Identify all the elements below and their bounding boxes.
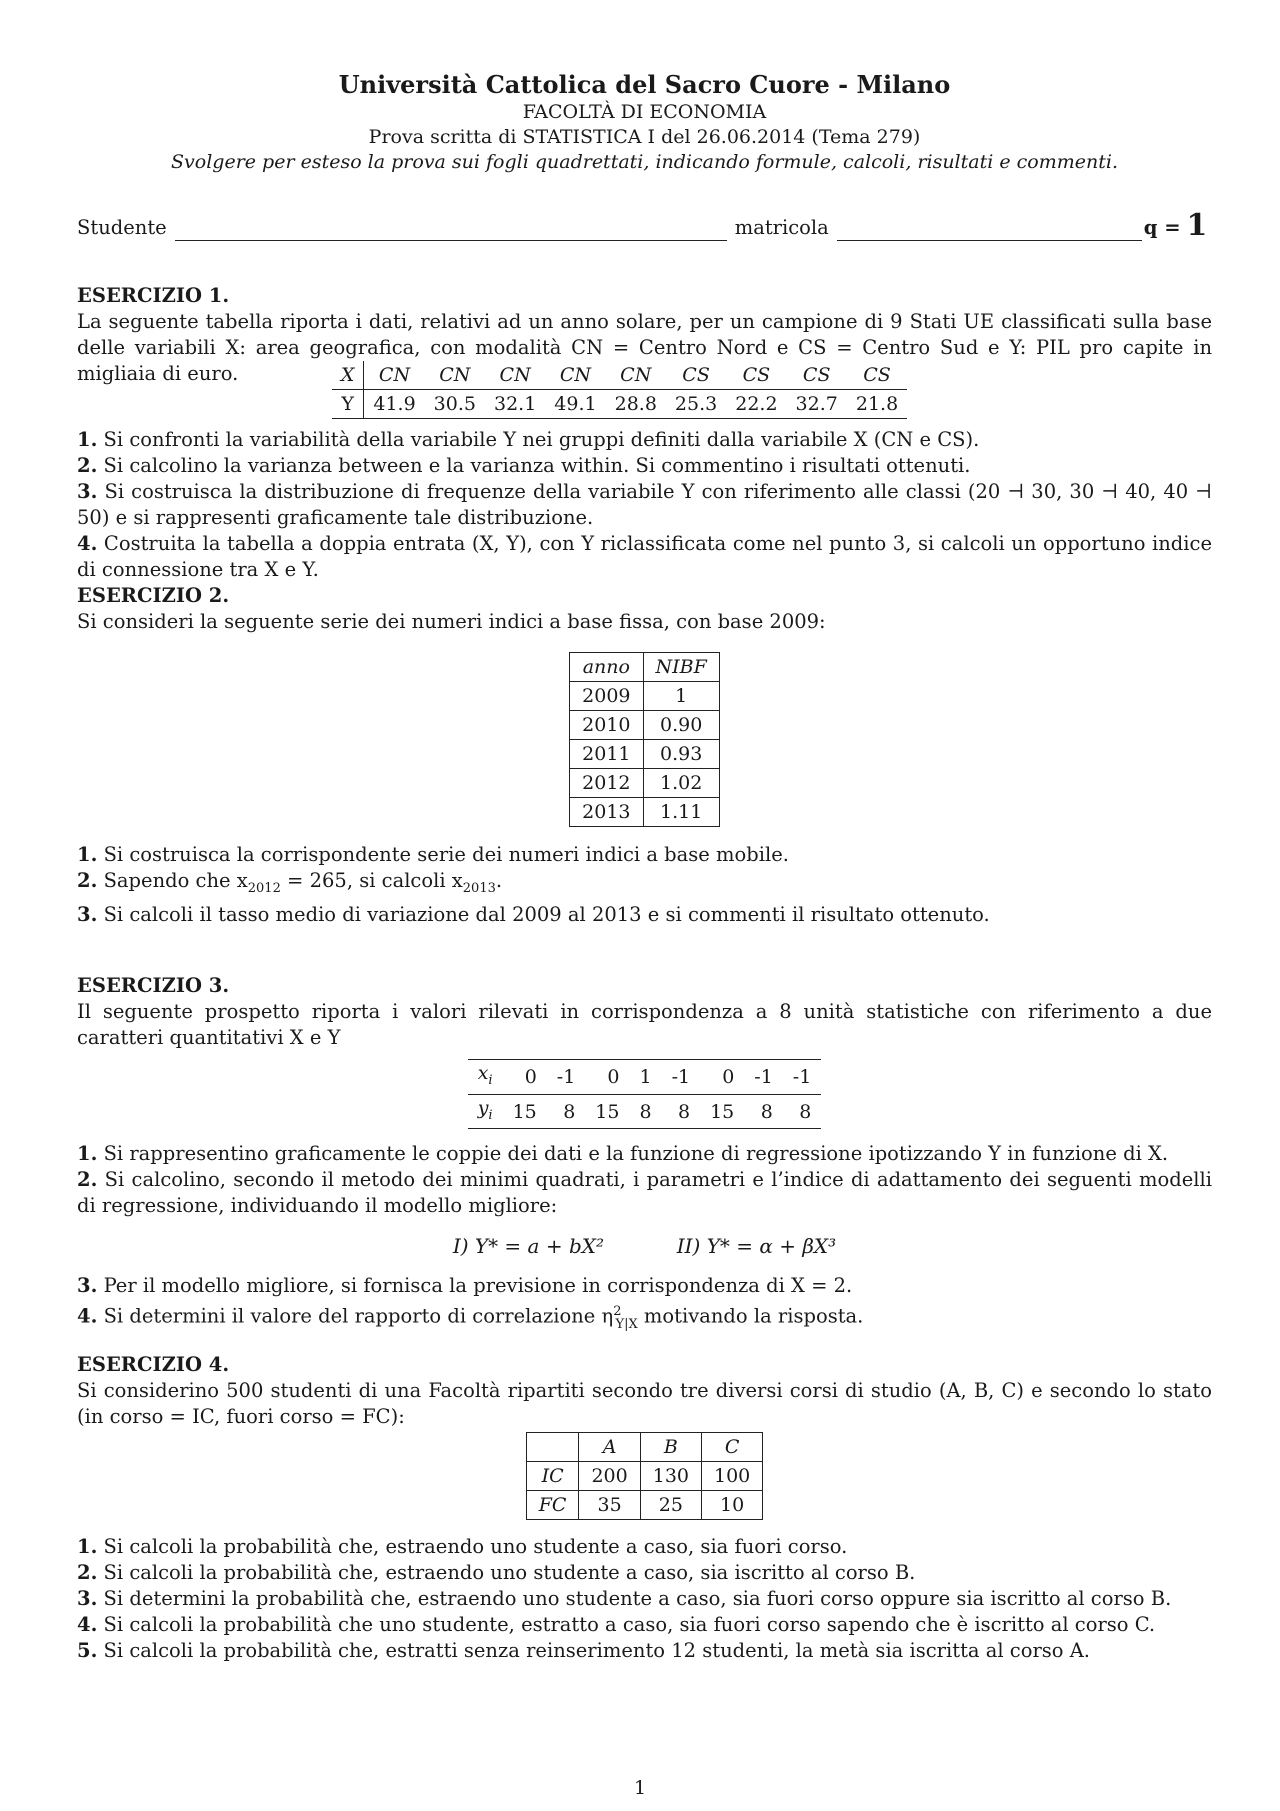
ex3-model-1: I) Y* = a + bX² bbox=[452, 1234, 605, 1259]
ex2-nibf-cell: 0.93 bbox=[643, 740, 719, 769]
ex3-question-1: 1. Si rappresentino graficamente le coppie dei dati e la funzione di regressione ipotizzando Y in funzione di X. bbox=[77, 1142, 1169, 1166]
ex4-corner-cell bbox=[526, 1432, 579, 1461]
ex4-value-cell: 25 bbox=[640, 1490, 701, 1519]
ex1-row-x-label: X bbox=[332, 361, 364, 390]
exercise-4-title: ESERCIZIO 4. bbox=[77, 1352, 230, 1376]
ex1-question: 3. Si costruisca la distribuzione di frequenze della variabile Y con riferimento alle classi (20 ⊣ 30, 30 ⊣ 40, 40 ⊣ 50) e si rappresenti graficamente tale distribuzione. bbox=[77, 480, 1212, 529]
ex3-y-cell: 8 bbox=[639, 1100, 652, 1123]
ex4-question: 4. Si calcoli la probabilità che uno studente, estratto a caso, sia fuori corso sapendo che è iscritto al corso C. bbox=[77, 1612, 1156, 1636]
university-title: Università Cattolica del Sacro Cuore - Milano bbox=[338, 70, 951, 99]
ex2-table-row bbox=[570, 682, 720, 711]
ex3-x-cell: -1 bbox=[662, 1059, 701, 1094]
ex4-value-cell: 100 bbox=[702, 1461, 763, 1490]
ex4-row-header: IC bbox=[526, 1461, 579, 1490]
ex2-anno-cell: 2009 bbox=[570, 682, 643, 711]
ex3-x-cell: 0 bbox=[503, 1059, 547, 1094]
q-label: q = bbox=[1143, 216, 1181, 239]
ex3-y-cell: 15 bbox=[512, 1100, 537, 1123]
ex4-question: 3. Si determini la probabilità che, estraendo uno studente a caso, sia fuori corso oppure sia iscritto al corso B. bbox=[77, 1586, 1172, 1610]
ex2-table-row bbox=[570, 798, 720, 827]
ex2-index-table bbox=[569, 652, 720, 827]
exercise-3-intro: Il seguente prospetto riporta i valori rilevati in corrispondenza a 8 unità statistiche con riferimento a due caratteri quantitativi X e Y bbox=[77, 999, 1212, 1049]
exam-page bbox=[77, 70, 1212, 1664]
ex2-table-row bbox=[570, 711, 720, 740]
ex2-anno-cell: 2013 bbox=[570, 798, 643, 827]
ex1-y-cell: 25.3 bbox=[674, 393, 718, 415]
ex4-col-header: C bbox=[702, 1432, 763, 1461]
ex4-question: 1. Si calcoli la probabilità che, estraendo uno studente a caso, sia fuori corso. bbox=[77, 1534, 848, 1558]
ex1-question: 2. Si calcolino la varianza between e la varianza within. Si commentino i risultati ottenuti. bbox=[77, 454, 971, 477]
ex2-nibf-cell: 1.11 bbox=[643, 798, 719, 827]
exercise-3 bbox=[77, 973, 1212, 1338]
ex1-x-cell: CN bbox=[485, 361, 545, 390]
ex1-x-cell: CS bbox=[726, 361, 786, 390]
ex1-x-cell: CN bbox=[606, 361, 666, 390]
ex4-questions bbox=[77, 1534, 1212, 1664]
q-value: 1 bbox=[1186, 208, 1208, 243]
exercise-2 bbox=[77, 583, 1212, 928]
ex1-row-y-label: Y bbox=[332, 390, 364, 419]
ex4-contingency-table bbox=[526, 1432, 764, 1520]
ex4-row-header: FC bbox=[526, 1490, 579, 1519]
ex1-x-cell: CS bbox=[666, 361, 726, 390]
ex1-y-cell: 28.8 bbox=[614, 393, 657, 415]
ex4-table-row bbox=[526, 1461, 763, 1490]
ex1-x-cell: CN bbox=[545, 361, 605, 390]
ex4-col-header: A bbox=[579, 1432, 640, 1461]
exercise-1-intro: La seguente tabella riporta i dati, relativi ad un anno solare, per un campione di 9 Stati UE classificati sulla base delle variabili X: area geografica, con modalità CN = Centro Nord e CS = Centro Sud e Y: PIL pro capite in migliaia di euro. bbox=[77, 310, 1212, 385]
ex3-x-label: $x_i$ bbox=[468, 1059, 503, 1094]
ex3-x-cell: -1 bbox=[783, 1059, 822, 1094]
ex3-y-cell: 8 bbox=[678, 1100, 691, 1123]
ex2-question-1: 1. Si costruisca la corrispondente serie dei numeri indici a base mobile. bbox=[77, 843, 789, 866]
matricola-field[interactable] bbox=[837, 222, 1142, 241]
ex3-question-3: 3. Per il modello migliore, si fornisca la previsione in corrispondenza di X = 2. bbox=[77, 1274, 853, 1298]
ex1-x-cell: CS bbox=[847, 361, 907, 390]
ex2-table-row bbox=[570, 740, 720, 769]
ex3-y-cell: 15 bbox=[595, 1100, 620, 1123]
ex1-y-cell: 30.5 bbox=[433, 393, 476, 415]
ex2-nibf-cell: 1 bbox=[643, 682, 719, 711]
ex2-questions bbox=[77, 842, 1212, 928]
ex2-col-anno: anno bbox=[570, 653, 643, 682]
ex1-y-cell: 32.1 bbox=[493, 393, 537, 415]
ex4-value-cell: 35 bbox=[579, 1490, 640, 1519]
ex2-question-2: 2. Sapendo che $x_{2012} = 265$, si calcoli $x_{2013}$. bbox=[77, 869, 503, 896]
ex3-y-cell: 8 bbox=[760, 1100, 773, 1123]
ex3-x-cell: 1 bbox=[629, 1059, 661, 1094]
student-info-line bbox=[77, 208, 1212, 243]
ex3-questions bbox=[77, 1141, 1212, 1219]
ex3-data-table bbox=[468, 1059, 822, 1130]
exercise-2-intro: Si consideri la seguente serie dei numeri indici a base fissa, con base 2009: bbox=[77, 610, 826, 633]
student-name-field[interactable] bbox=[175, 222, 727, 241]
ex4-value-cell: 200 bbox=[579, 1461, 640, 1490]
ex1-data-table bbox=[332, 361, 907, 419]
ex4-value-cell: 130 bbox=[640, 1461, 701, 1490]
ex1-y-cell: 49.1 bbox=[554, 393, 597, 415]
ex3-y-label: $y_i$ bbox=[477, 1096, 493, 1123]
ex3-x-cell: -1 bbox=[547, 1059, 586, 1094]
ex1-y-cell: 32.7 bbox=[795, 393, 838, 415]
student-label: Studente bbox=[77, 216, 167, 239]
ex2-nibf-cell: 0.90 bbox=[643, 711, 719, 740]
ex1-questions bbox=[77, 427, 1212, 583]
ex2-nibf-cell: 1.02 bbox=[643, 769, 719, 798]
ex3-x-cell: -1 bbox=[744, 1059, 783, 1094]
ex2-anno-cell: 2010 bbox=[570, 711, 643, 740]
ex4-question: 2. Si calcoli la probabilità che, estraendo uno studente a caso, sia iscritto al corso B. bbox=[77, 1560, 916, 1584]
page-number: 1 bbox=[633, 1777, 647, 1799]
exercise-2-title: ESERCIZIO 2. bbox=[77, 584, 230, 607]
ex3-y-cell: 8 bbox=[563, 1100, 576, 1123]
ex3-y-cell: 15 bbox=[710, 1100, 735, 1123]
matricola-label: matricola bbox=[734, 216, 829, 239]
ex2-col-nibf: NIBF bbox=[643, 653, 719, 682]
ex4-table-row bbox=[526, 1490, 763, 1519]
ex1-x-cell: CN bbox=[425, 361, 485, 390]
ex4-col-header: B bbox=[640, 1432, 701, 1461]
ex1-y-cell: 21.8 bbox=[855, 393, 899, 415]
exercise-4-intro: Si considerino 500 studenti di una Facoltà ripartiti secondo tre diversi corsi di studio (A, B, C) e secondo lo stato (in corso = IC, fuori corso = FC): bbox=[77, 1378, 1212, 1428]
ex3-question-4: 4. Si determini il valore del rapporto di correlazione $\eta^2_{Y|X}$ motivando la risposta. bbox=[77, 1304, 864, 1332]
ex3-questions-2 bbox=[77, 1273, 1212, 1337]
ex2-anno-cell: 2012 bbox=[570, 769, 643, 798]
ex4-question: 5. Si calcoli la probabilità che, estratti senza reinserimento 12 studenti, la metà sia iscritta al corso A. bbox=[77, 1638, 1090, 1662]
ex1-y-cell: 41.9 bbox=[373, 393, 416, 415]
exercise-4 bbox=[77, 1352, 1212, 1664]
ex4-value-cell: 10 bbox=[702, 1490, 763, 1519]
faculty-name: FACOLTÀ DI ECONOMIA bbox=[522, 101, 767, 123]
ex1-x-cell: CS bbox=[787, 361, 847, 390]
ex2-table-row bbox=[570, 769, 720, 798]
ex1-y-cell: 22.2 bbox=[735, 393, 778, 415]
exercise-1-title: ESERCIZIO 1. bbox=[77, 284, 230, 307]
ex3-question-2: 2. Si calcolino, secondo il metodo dei minimi quadrati, i parametri e l’indice di adattamento dei seguenti modelli di regressione, individuando il modello migliore: bbox=[77, 1168, 1212, 1218]
ex3-y-cell: 8 bbox=[799, 1100, 812, 1123]
ex3-x-cell: 0 bbox=[700, 1059, 744, 1094]
exam-title: Prova scritta di STATISTICA I del 26.06.2014 (Tema 279) bbox=[368, 126, 921, 148]
ex1-x-cell: CN bbox=[364, 361, 425, 390]
ex2-question-3: 3. Si calcoli il tasso medio di variazione dal 2009 al 2013 e si commenti il risultato ottenuto. bbox=[77, 902, 990, 926]
ex3-model-2: II) Y* = α + βX³ bbox=[676, 1234, 837, 1259]
exercise-1 bbox=[77, 283, 1212, 583]
ex1-question: 1. Si confronti la variabilità della variabile Y nei gruppi definiti dalla variabile X (CN e CS). bbox=[77, 428, 980, 451]
exam-instructions: Svolgere per esteso la prova sui fogli quadrettati, indicando formule, calcoli, risultati e commenti. bbox=[171, 151, 1118, 173]
ex2-anno-cell: 2011 bbox=[570, 740, 643, 769]
ex1-question: 4. Costruita la tabella a doppia entrata (X, Y), con Y riclassificata come nel punto 3, si calcoli un opportuno indice di connessione tra X e Y. bbox=[77, 532, 1212, 581]
ex3-models bbox=[77, 1233, 1212, 1259]
exercise-3-title: ESERCIZIO 3. bbox=[77, 973, 230, 997]
ex3-x-cell: 0 bbox=[585, 1059, 629, 1094]
